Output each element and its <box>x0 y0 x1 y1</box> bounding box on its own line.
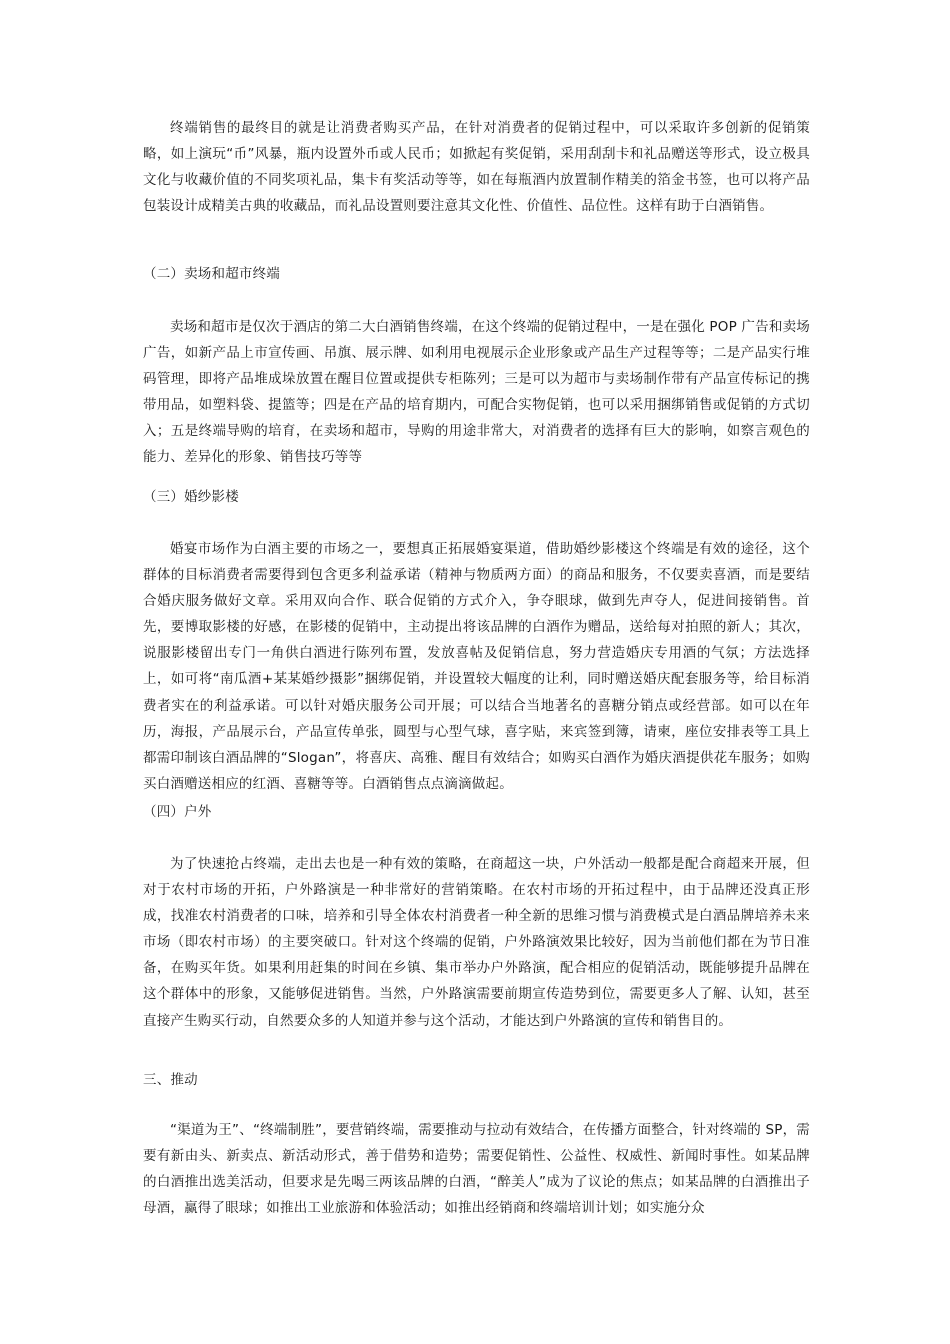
heading-outdoor: （四）户外 <box>143 804 212 820</box>
paragraph-outdoor: 为了快速抢占终端，走出去也是一种有效的策略，在商超这一块，户外活动一般都是配合商超来开展，但对于农村市场的开拓，户外路演是一种非常好的营销策略。在农村市场的开拓过程中，由于品牌还没真正形成，找准农村消费者的口味，培养和引导全体农村消费者一种全新的思维习惯与消费模式是白酒品牌培养未来市场（即农村市场）的主要突破口。针对这个终端的促销，户外路演效果比较好，因为当前他们都在为节日准备，在购买年货。如果利用赶集的时间在乡镇、集市举办户外路演，配合相应的促销活动，既能够提升品牌在这个群体中的形象，又能够促进销售。当然，户外路演需要前期宣传造势到位，需要更多人了解、认知，甚至直接产生购买行动，自然要众多的人知道并参与这个活动，才能达到户外路演的宣传和销售目的。 <box>143 856 810 1029</box>
heading-supermarket-terminal: （二）卖场和超市终端 <box>143 266 280 282</box>
paragraph-push: “渠道为王”、“终端制胜”，要营销终端，需要推动与拉动有效结合，在传播方面整合，针对终端的 SP，需要有新由头、新卖点、新活动形式，善于借势和造势；需要促销性、公益性、权威性、新闻时事性。如某品牌的白酒推出选美活动，但要求是先喝三两该品牌的白酒，“醉美人”成为了议论的焦点；如某品牌的白酒推出子母酒，赢得了眼球；如推出工业旅游和体验活动；如推出经销商和终端培训计划；如实施分众 <box>143 1122 810 1217</box>
heading-wedding-studio: （三）婚纱影楼 <box>143 489 239 505</box>
paragraph-wedding-studio: 婚宴市场作为白酒主要的市场之一，要想真正拓展婚宴渠道，借助婚纱影楼这个终端是有效的途径，这个群体的目标消费者需要得到包含更多利益承诺（精神与物质两方面）的商品和服务，不仅要卖喜酒，而是要结合婚庆服务做好文章。采用双向合作、联合促销的方式介入，争夺眼球，做到先声夺人，促进间接销售。首先，要博取影楼的好感，在影楼的促销中，主动提出将该品牌的白酒作为赠品，送给每对拍照的新人；其次，说服影楼留出专门一角供白酒进行陈列布置，发放喜帖及促销信息，努力营造婚庆专用酒的气氛；方法选择上，如可将“南瓜酒+某某婚纱摄影”捆绑促销，并设置较大幅度的让利，同时赠送婚庆配套服务等，给目标消费者实在的利益承诺。可以针对婚庆服务公司开展；可以结合当地著名的喜糖分销点或经营部。如可以在年历，海报，产品展示台，产品宣传单张，圆型与心型气球，喜字贴，来宾签到簿，请柬，座位安排表等工具上都需印制该白酒品牌的“Slogan”，将喜庆、高雅、醒目有效结合；如购买白酒作为婚庆酒提供花车服务；如购买白酒赠送相应的红酒、喜糖等等。白酒销售点点滴滴做起。 <box>143 541 810 792</box>
heading-push: 三、推动 <box>143 1072 198 1088</box>
paragraph-supermarket-terminal: 卖场和超市是仅次于酒店的第二大白酒销售终端，在这个终端的促销过程中，一是在强化 POP 广告和卖场广告，如新产品上市宣传画、吊旗、展示牌、如利用电视展示企业形象或产品生产过程等等；二是产品实行堆码管理，即将产品堆成垛放置在醒目位置或提供专柜陈列；三是可以为超市与卖场制作带有产品宣传标记的携带用品，如塑料袋、提篮等；四是在产品的培育期内，可配合实物促销，也可以采用捆绑销售或促销的方式切入；五是终端导购的培育，在卖场和超市，导购的用途非常大，对消费者的选择有巨大的影响，如察言观色的能力、差异化的形象、销售技巧等等 <box>143 319 810 466</box>
paragraph-final-purpose: 终端销售的最终目的就是让消费者购买产品，在针对消费者的促销过程中，可以采取许多创新的促销策略，如上演玩“币”风暴，瓶内设置外币或人民币；如掀起有奖促销，采用刮刮卡和礼品赠送等形式，设立极具文化与收藏价值的不同奖项礼品，集卡有奖活动等等，如在每瓶酒内放置制作精美的箔金书签，也可以将产品包装设计成精美古典的收藏品，而礼品设置则要注意其文化性、价值性、品位性。这样有助于白酒销售。 <box>143 120 810 215</box>
